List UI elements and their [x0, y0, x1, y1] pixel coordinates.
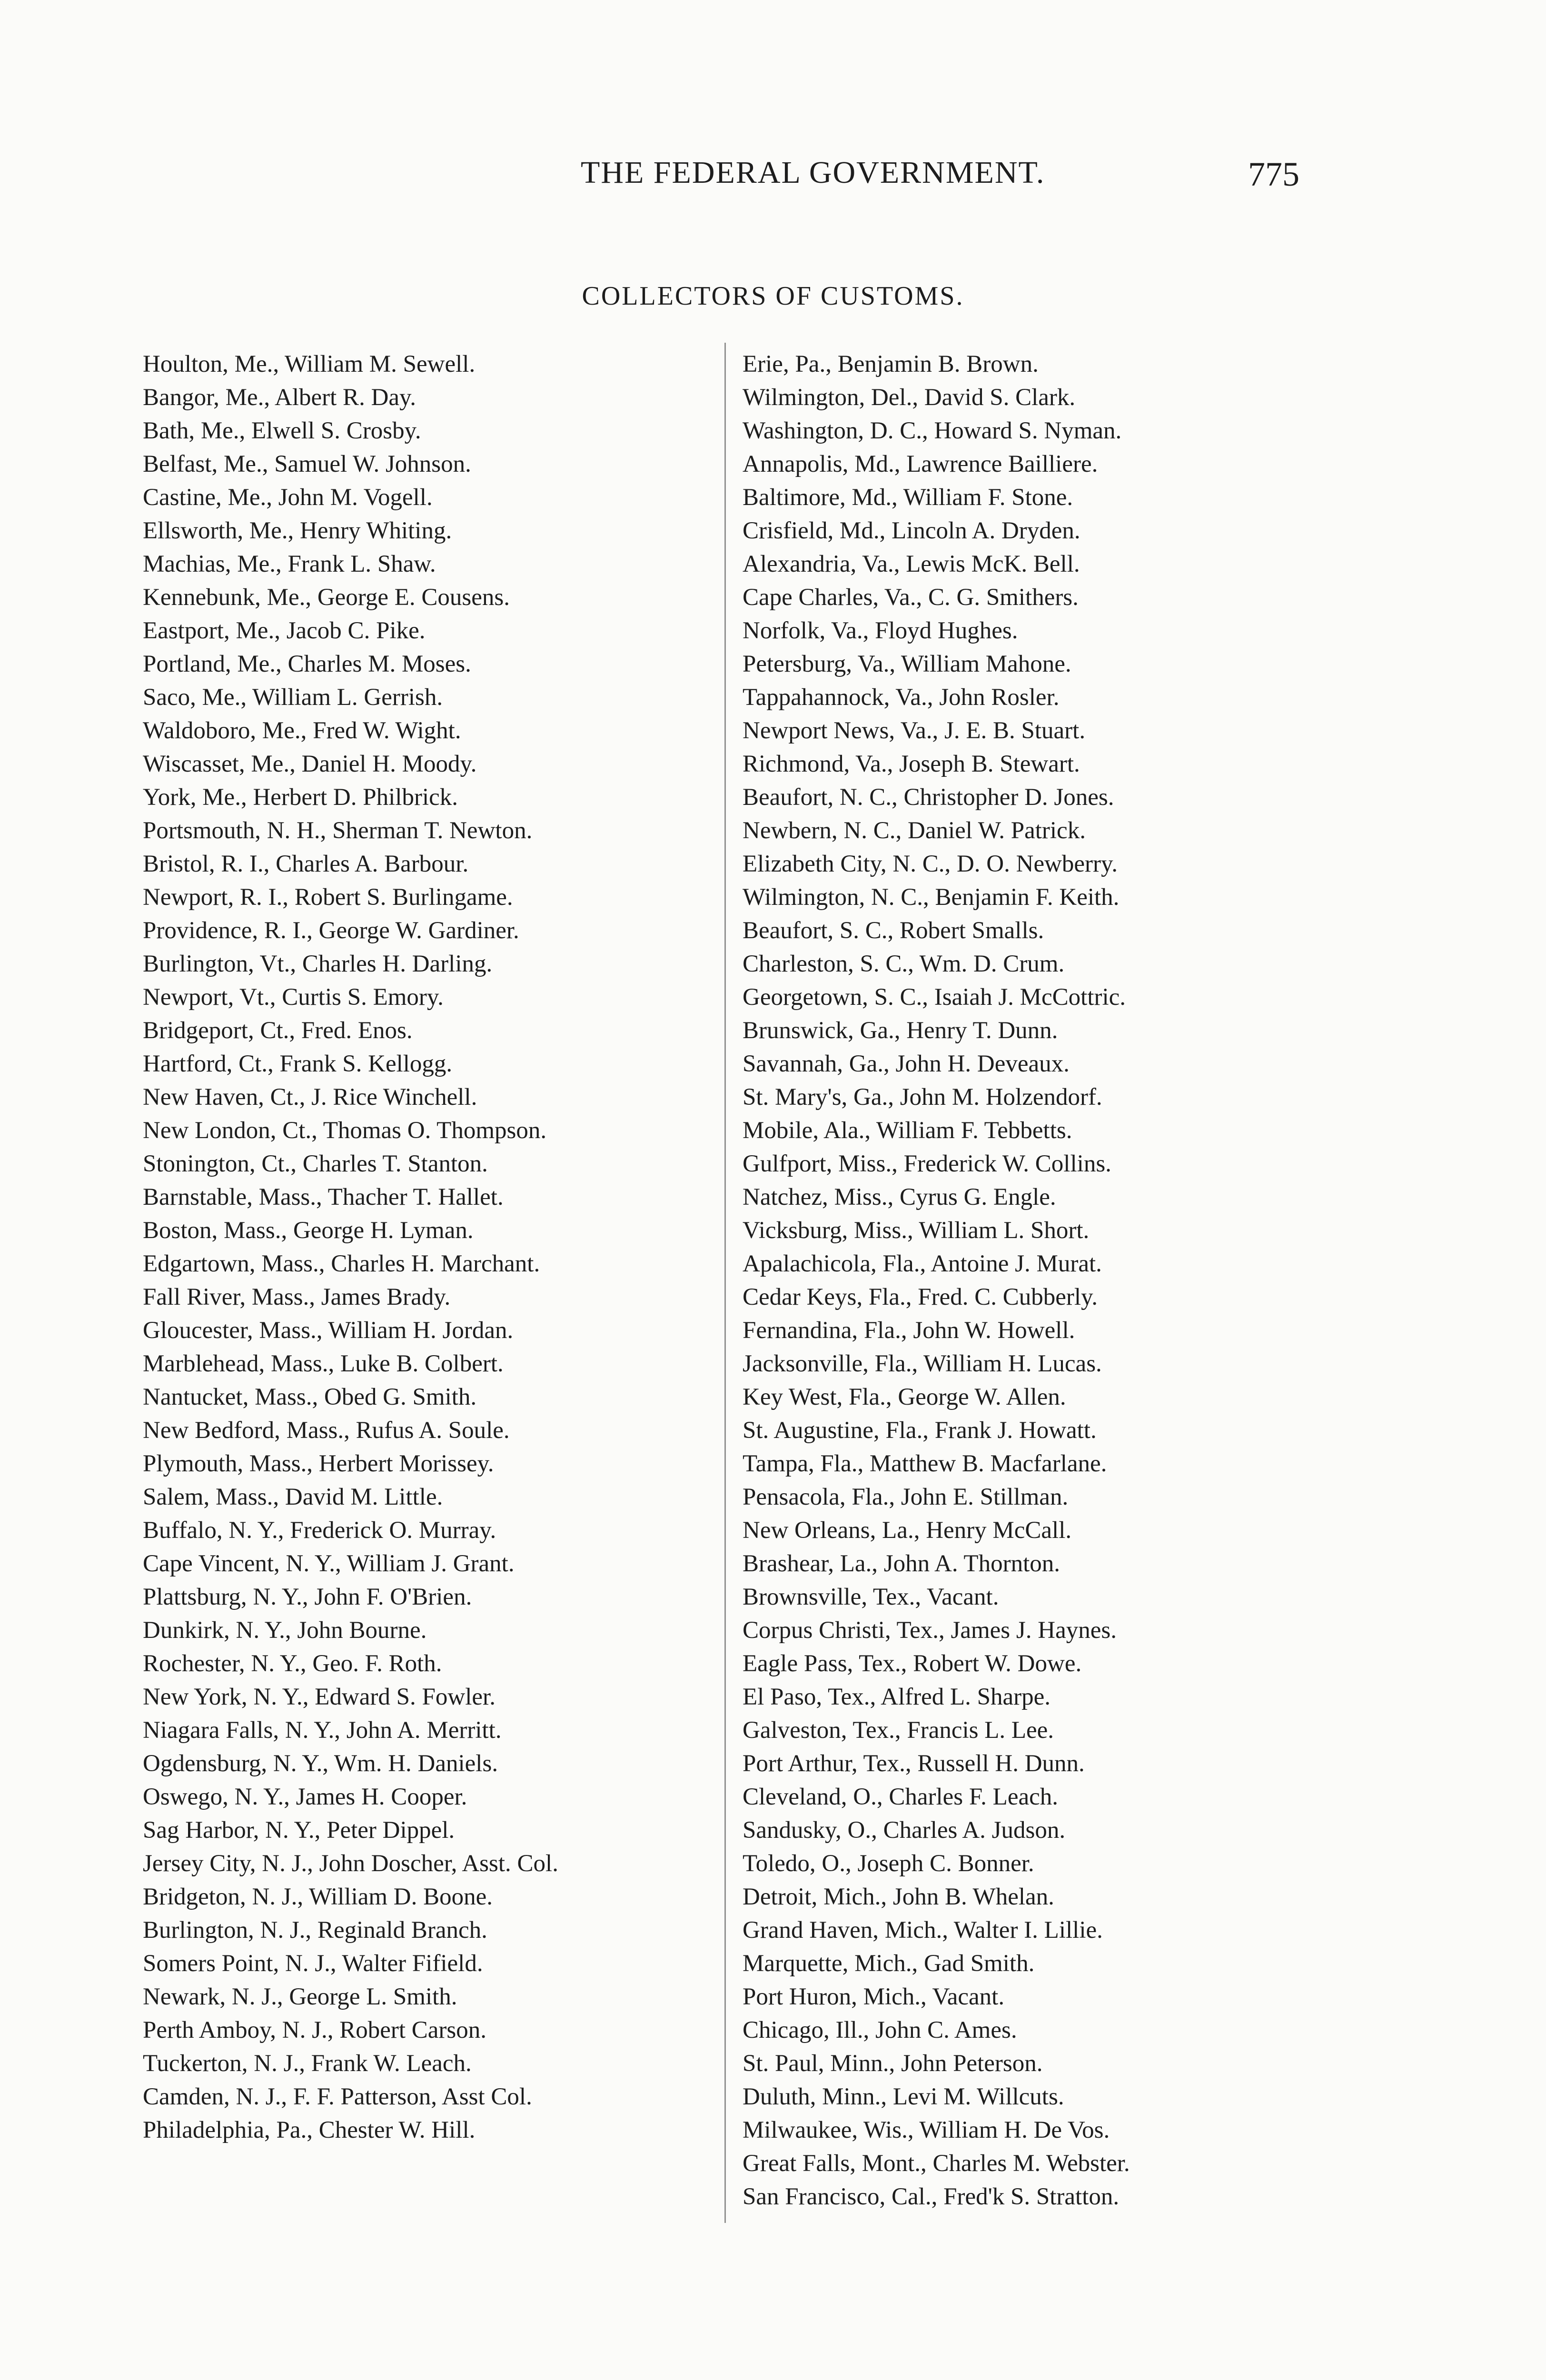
- collector-entry: Alexandria, Va., Lewis McK. Bell.: [743, 551, 1080, 577]
- collector-entry: San Francisco, Cal., Fred'k S. Stratton.: [743, 2183, 1120, 2210]
- collector-entry: Plymouth, Mass., Herbert Morissey.: [143, 1450, 494, 1477]
- collector-entry: Marblehead, Mass., Luke B. Colbert.: [143, 1350, 504, 1377]
- collector-entry: Jersey City, N. J., John Doscher, Asst. Col.: [143, 1850, 558, 1877]
- collector-entry: Hartford, Ct., Frank S. Kellogg.: [143, 1051, 453, 1077]
- collector-entry: Burlington, Vt., Charles H. Darling.: [143, 951, 493, 977]
- collector-entry: Elizabeth City, N. C., D. O. Newberry.: [743, 851, 1118, 877]
- collector-entry: Tappahannock, Va., John Rosler.: [743, 684, 1060, 711]
- collector-entry: Buffalo, N. Y., Frederick O. Murray.: [143, 1517, 496, 1544]
- collector-entry: Edgartown, Mass., Charles H. Marchant.: [143, 1250, 540, 1277]
- collector-entry: Richmond, Va., Joseph B. Stewart.: [743, 751, 1080, 777]
- collector-entry: Saco, Me., William L. Gerrish.: [143, 684, 443, 711]
- collector-entry: Newark, N. J., George L. Smith.: [143, 1983, 457, 2010]
- collector-entry: New York, N. Y., Edward S. Fowler.: [143, 1684, 496, 1710]
- collector-entry: St. Paul, Minn., John Peterson.: [743, 2050, 1043, 2077]
- collector-entry: El Paso, Tex., Alfred L. Sharpe.: [743, 1684, 1051, 1710]
- collector-entry: Apalachicola, Fla., Antoine J. Murat.: [743, 1250, 1102, 1277]
- collector-entry: Brashear, La., John A. Thornton.: [743, 1550, 1060, 1577]
- collector-entry: Milwaukee, Wis., William H. De Vos.: [743, 2117, 1110, 2143]
- collector-entry: Eastport, Me., Jacob C. Pike.: [143, 617, 426, 644]
- collector-entry: Petersburg, Va., William Mahone.: [743, 651, 1071, 677]
- collector-entry: Nantucket, Mass., Obed G. Smith.: [143, 1384, 477, 1410]
- collector-entry: Brownsville, Tex., Vacant.: [743, 1584, 999, 1610]
- collector-entry: Newport News, Va., J. E. B. Stuart.: [743, 717, 1086, 744]
- collector-entry: Machias, Me., Frank L. Shaw.: [143, 551, 436, 577]
- collector-entry: St. Augustine, Fla., Frank J. Howatt.: [743, 1417, 1097, 1444]
- collector-entry: Toledo, O., Joseph C. Bonner.: [743, 1850, 1034, 1877]
- collector-entry: Tuckerton, N. J., Frank W. Leach.: [143, 2050, 472, 2077]
- collector-entry: New Haven, Ct., J. Rice Winchell.: [143, 1084, 477, 1111]
- collector-entry: Ellsworth, Me., Henry Whiting.: [143, 517, 452, 544]
- collector-entry: Bath, Me., Elwell S. Crosby.: [143, 417, 421, 444]
- collector-entry: Tampa, Fla., Matthew B. Macfarlane.: [743, 1450, 1107, 1477]
- collector-entry: St. Mary's, Ga., John M. Holzendorf.: [743, 1084, 1102, 1111]
- collector-entry: Duluth, Minn., Levi M. Willcuts.: [743, 2083, 1064, 2110]
- collector-entry: Georgetown, S. C., Isaiah J. McCottric.: [743, 984, 1126, 1011]
- collector-entry: Salem, Mass., David M. Little.: [143, 1484, 443, 1510]
- collector-entry: Barnstable, Mass., Thacher T. Hallet.: [143, 1184, 504, 1210]
- collector-entry: Washington, D. C., Howard S. Nyman.: [743, 417, 1122, 444]
- collector-entry: Kennebunk, Me., George E. Cousens.: [143, 584, 510, 611]
- collector-entry: Newport, Vt., Curtis S. Emory.: [143, 984, 444, 1011]
- collector-entry: Wilmington, Del., David S. Clark.: [743, 384, 1076, 411]
- collector-entry: Key West, Fla., George W. Allen.: [743, 1384, 1066, 1410]
- collector-entry: Vicksburg, Miss., William L. Short.: [743, 1217, 1090, 1244]
- collector-entry: New Orleans, La., Henry McCall.: [743, 1517, 1072, 1544]
- collector-entry: Pensacola, Fla., John E. Stillman.: [743, 1484, 1069, 1510]
- collector-entry: Perth Amboy, N. J., Robert Carson.: [143, 2017, 486, 2043]
- collector-entry: Beaufort, N. C., Christopher D. Jones.: [743, 784, 1114, 811]
- collector-entry: Castine, Me., John M. Vogell.: [143, 484, 433, 511]
- collector-entry: Burlington, N. J., Reginald Branch.: [143, 1917, 487, 1944]
- collector-entry: Niagara Falls, N. Y., John A. Merritt.: [143, 1717, 502, 1744]
- collector-entry: Port Arthur, Tex., Russell H. Dunn.: [743, 1750, 1085, 1777]
- collector-entry: Gulfport, Miss., Frederick W. Collins.: [743, 1150, 1111, 1177]
- collector-entry: Portland, Me., Charles M. Moses.: [143, 651, 471, 677]
- collector-entry: Mobile, Ala., William F. Tebbetts.: [743, 1117, 1072, 1144]
- collector-entry: Eagle Pass, Tex., Robert W. Dowe.: [743, 1650, 1082, 1677]
- collector-entry: Great Falls, Mont., Charles M. Webster.: [743, 2150, 1130, 2177]
- collector-entry: Sandusky, O., Charles A. Judson.: [743, 1817, 1066, 1844]
- section-title: COLLECTORS OF CUSTOMS.: [582, 281, 964, 311]
- collector-entry: Boston, Mass., George H. Lyman.: [143, 1217, 474, 1244]
- collector-entry: Wiscasset, Me., Daniel H. Moody.: [143, 751, 477, 777]
- collector-entry: Port Huron, Mich., Vacant.: [743, 1983, 1005, 2010]
- collector-entry: Natchez, Miss., Cyrus G. Engle.: [743, 1184, 1056, 1210]
- collector-entry: Providence, R. I., George W. Gardiner.: [143, 917, 519, 944]
- collector-entry: Dunkirk, N. Y., John Bourne.: [143, 1617, 427, 1644]
- collector-entry: York, Me., Herbert D. Philbrick.: [143, 784, 458, 811]
- collector-entry: Cedar Keys, Fla., Fred. C. Cubberly.: [743, 1284, 1098, 1310]
- collector-entry: Bristol, R. I., Charles A. Barbour.: [143, 851, 469, 877]
- collector-entry: Annapolis, Md., Lawrence Bailliere.: [743, 451, 1098, 477]
- collector-entry: Oswego, N. Y., James H. Cooper.: [143, 1784, 467, 1810]
- collector-entry: New London, Ct., Thomas O. Thompson.: [143, 1117, 547, 1144]
- collector-entry: Belfast, Me., Samuel W. Johnson.: [143, 451, 471, 477]
- collector-entry: Bridgeport, Ct., Fred. Enos.: [143, 1017, 413, 1044]
- collector-entry: Rochester, N. Y., Geo. F. Roth.: [143, 1650, 442, 1677]
- collector-entry: Crisfield, Md., Lincoln A. Dryden.: [743, 517, 1080, 544]
- right-column: [743, 347, 1333, 2213]
- collector-entry: Brunswick, Ga., Henry T. Dunn.: [743, 1017, 1058, 1044]
- collector-entry: Jacksonville, Fla., William H. Lucas.: [743, 1350, 1102, 1377]
- left-column: [143, 347, 733, 2147]
- collector-entry: Charleston, S. C., Wm. D. Crum.: [743, 951, 1065, 977]
- collector-entry: Philadelphia, Pa., Chester W. Hill.: [143, 2117, 476, 2143]
- page-number: 775: [1248, 155, 1299, 193]
- collector-entry: Stonington, Ct., Charles T. Stanton.: [143, 1150, 488, 1177]
- collector-entry: Chicago, Ill., John C. Ames.: [743, 2017, 1017, 2043]
- collector-entry: Galveston, Tex., Francis L. Lee.: [743, 1717, 1054, 1744]
- collector-entry: Erie, Pa., Benjamin B. Brown.: [743, 351, 1039, 377]
- running-head: THE FEDERAL GOVERNMENT.: [581, 155, 1045, 190]
- collector-entry: Norfolk, Va., Floyd Hughes.: [743, 617, 1018, 644]
- collector-entry: Plattsburg, N. Y., John F. O'Brien.: [143, 1584, 472, 1610]
- collector-entry: Detroit, Mich., John B. Whelan.: [743, 1884, 1054, 1910]
- collector-entry: Gloucester, Mass., William H. Jordan.: [143, 1317, 514, 1344]
- collector-entry: Somers Point, N. J., Walter Fifield.: [143, 1950, 483, 1977]
- collector-entry: Cape Vincent, N. Y., William J. Grant.: [143, 1550, 515, 1577]
- collector-entry: Cape Charles, Va., C. G. Smithers.: [743, 584, 1079, 611]
- collector-entry: Portsmouth, N. H., Sherman T. Newton.: [143, 817, 533, 844]
- collector-entry: Grand Haven, Mich., Walter I. Lillie.: [743, 1917, 1103, 1944]
- collector-entry: Fall River, Mass., James Brady.: [143, 1284, 451, 1310]
- collector-entry: Newbern, N. C., Daniel W. Patrick.: [743, 817, 1086, 844]
- collector-entry: Beaufort, S. C., Robert Smalls.: [743, 917, 1044, 944]
- collector-entry: Waldoboro, Me., Fred W. Wight.: [143, 717, 461, 744]
- collector-entry: Fernandina, Fla., John W. Howell.: [743, 1317, 1075, 1344]
- collector-entry: Baltimore, Md., William F. Stone.: [743, 484, 1073, 511]
- collector-entry: Wilmington, N. C., Benjamin F. Keith.: [743, 884, 1120, 911]
- collector-entry: Cleveland, O., Charles F. Leach.: [743, 1784, 1058, 1810]
- collector-entry: Houlton, Me., William M. Sewell.: [143, 351, 476, 377]
- collector-entry: Ogdensburg, N. Y., Wm. H. Daniels.: [143, 1750, 498, 1777]
- collector-entry: Newport, R. I., Robert S. Burlingame.: [143, 884, 513, 911]
- collector-entry: Bridgeton, N. J., William D. Boone.: [143, 1884, 493, 1910]
- page-header: [581, 157, 1299, 214]
- collector-entry: Camden, N. J., F. F. Patterson, Asst Col.: [143, 2083, 532, 2110]
- collector-entry: Corpus Christi, Tex., James J. Haynes.: [743, 1617, 1117, 1644]
- collector-entry: Sag Harbor, N. Y., Peter Dippel.: [143, 1817, 455, 1844]
- collector-entry: Savannah, Ga., John H. Deveaux.: [743, 1051, 1070, 1077]
- collector-entry: Bangor, Me., Albert R. Day.: [143, 384, 416, 411]
- collector-entry: Marquette, Mich., Gad Smith.: [743, 1950, 1035, 1977]
- collector-entry: New Bedford, Mass., Rufus A. Soule.: [143, 1417, 510, 1444]
